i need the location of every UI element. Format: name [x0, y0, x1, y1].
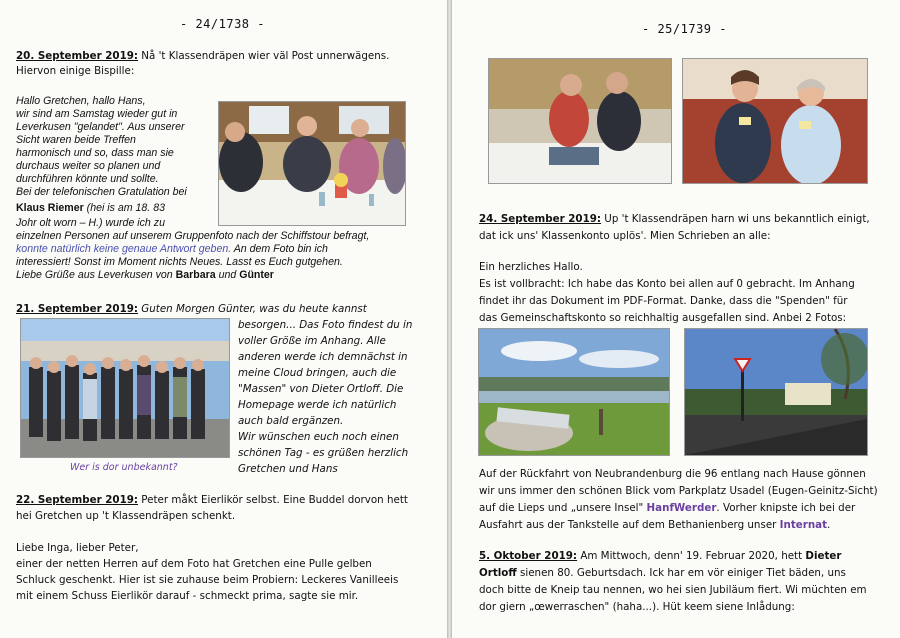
text-line: besorgen... Das Foto findest du in: [238, 319, 413, 331]
letter-line: durchführen könnte und sollte.: [16, 173, 159, 185]
text-line: Auf der Rückfahrt von Neubrandenburg die 96 entlang nach Hause gönnen: [479, 468, 866, 480]
entry-5-okt-heading: 5. Oktober 2019: Am Mittwoch, denn' 19. Februar 2020, hett Dieter: [479, 550, 842, 562]
text-line: auch bald ergänzen.: [238, 415, 344, 427]
photo-women-eating: [682, 58, 868, 184]
text-line: "Massen" von Dieter Ortloff. Die: [238, 383, 404, 395]
letter-line: Johr olt worn – H.) wurde ich zu: [16, 217, 165, 229]
entry-24-sept-heading: 24. September 2019: Up 't Klassendräpen harn wi uns bekanntlich einigt,: [479, 213, 870, 225]
letter-line: Bei der telefonischen Gratulation bei: [16, 186, 187, 198]
text-line: wir uns immer den schönen Blick vom Parkplatz Usadel (Eugen-Geinitz-Sicht): [479, 485, 878, 497]
entry-date: 22. September 2019:: [16, 494, 139, 506]
entry-21-sept-heading: 21. September 2019: Guten Morgen Günter, was du heute kannst: [16, 303, 367, 315]
entry-date: 5. Oktober 2019:: [479, 550, 578, 562]
text-line: hei Gretchen up 't Klassendräpen schenkt.: [16, 510, 236, 522]
letter-line: Liebe Grüße aus Leverkusen von Barbara und Günter: [16, 269, 274, 281]
text-line: Ein herzliches Hallo.: [479, 261, 583, 273]
entry-22-sept-heading: 22. September 2019: Peter måkt Eierlikör selbst. Eine Buddel dorvon hett: [16, 494, 408, 506]
photo-group-outdoors: [20, 318, 230, 458]
letter-line: Sicht waren beide Treffen: [16, 134, 136, 146]
letter-line: Leverkusen "gelandet". Aus unserer: [16, 121, 185, 133]
highlighted-name: HanfWerder: [646, 502, 717, 514]
photo-lake-view: [478, 328, 670, 456]
text-line: meine Cloud bringen, auch die: [238, 367, 397, 379]
photo-table-group: [218, 101, 406, 226]
letter-line: harmonisch und so, dass man sie: [16, 147, 174, 159]
text-line: einer der netten Herren auf dem Foto hat Gretchen eine Pulle gelben: [16, 558, 372, 570]
text-line: mit einem Schuss Eierlikör darauf - schmeckt prima, sagte sie mir.: [16, 590, 359, 602]
text-line: Ausfahrt aus der Tankstelle auf dem Bethanienberg unser Internat.: [479, 519, 831, 531]
page-number: - 25/1739 -: [642, 22, 727, 36]
letter-line: wir sind am Samstag wieder gut in: [16, 108, 178, 120]
letter-line: Klaus Riemer (hei is am 18. 83: [16, 202, 165, 214]
text-line: Homepage werde ich natürlich: [238, 399, 397, 411]
entry-20-sept-heading: 20. September 2019: Nå 't Klassendräpen wier väl Post unnerwägens.: [16, 50, 390, 62]
text-line: Gretchen und Hans: [238, 463, 338, 475]
highlighted-name: Internat: [779, 519, 828, 531]
intro-line: Hiervon einige Bispille:: [16, 65, 135, 77]
letter-line: konnte natürlich keine genaue Antwort geben. An dem Foto bin ich: [16, 243, 328, 255]
photo-men-viewing-album: [488, 58, 672, 184]
text-line: dor giern „œwerraschen" (haha...). Hüt keem siene Inlådung:: [479, 601, 795, 613]
left-page: [0, 0, 447, 638]
text-line: voller Größe im Anhang. Alle: [238, 335, 386, 347]
entry-date: 21. September 2019:: [16, 303, 139, 315]
text-line: auf die Lieps und „unsere Insel" HanfWerder. Vorher knipste ich bei der: [479, 502, 856, 514]
entry-date: 24. September 2019:: [479, 213, 602, 225]
text-line: doch bitte de Kneip tau nennen, wo hei sien Jubiläum fiert. Wi müchten em: [479, 584, 867, 596]
text-line: Wir wünschen euch noch einen: [238, 431, 399, 443]
letter-line: einzelnen Personen auf unserem Gruppenfoto nach der Schiffstour befragt,: [16, 230, 370, 242]
right-page: [452, 0, 900, 638]
photo-caption: Wer is dor unbekannt?: [70, 462, 178, 473]
highlighted-text: konnte natürlich keine genaue Antwort geben.: [16, 243, 232, 255]
letter-line: interessiert! Sonst im Moment nichts Neues. Lasst es Euch gutgehen.: [16, 256, 343, 268]
text-line: Ortloff sienen 80. Geburtsdach. Ick har em vör einiger Tiet bäden, uns: [479, 567, 846, 579]
page-number: - 24/1738 -: [180, 17, 265, 31]
text-line: findet ihr das Dokument im PDF-Format. Danke, dass die "Spenden" für: [479, 295, 848, 307]
text-line: schönen Tag - es grüßen herzlich: [238, 447, 409, 459]
text-line: Schluck geschenkt. Hier ist sie zuhause beim Probiern: Leckeres Vanilleeis: [16, 574, 399, 586]
photo-internat-street: [684, 328, 868, 456]
letter-line: Hallo Gretchen, hallo Hans,: [16, 95, 146, 107]
text-line: anderen werde ich demnächst in: [238, 351, 408, 363]
text-line: dat ick uns' Klassenkonto uplös'. Mien Schrieben an alle:: [479, 230, 771, 242]
entry-date: 20. September 2019:: [16, 50, 139, 62]
text-line: das Gemeinschaftskonto so reichhaltig ausgefallen sind. Anbei 2 Fotos:: [479, 312, 847, 324]
text-line: Liebe Inga, lieber Peter,: [16, 542, 139, 554]
text-line: Es ist vollbracht: Ich habe das Konto bei allen auf 0 gebracht. Im Anhang: [479, 278, 855, 290]
letter-line: durchaus weiter so planen und: [16, 160, 161, 172]
